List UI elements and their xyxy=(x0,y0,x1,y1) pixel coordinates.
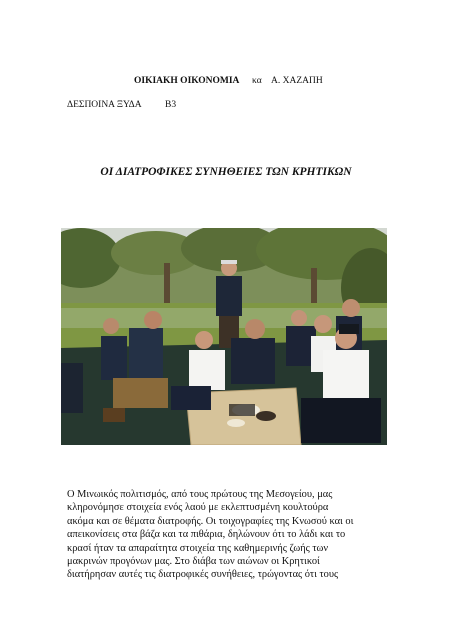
header-conjunction: κα xyxy=(252,76,262,86)
body-line: κληρονόμησε στοιχεία ενός λαού με εκλεπτυσμένη κουλτούρα xyxy=(67,502,329,514)
body-line: ακόμα και σε θέματα διατροφής. Οι τοιχογραφίες της Κνωσού και οι xyxy=(67,515,354,527)
body-text xyxy=(67,488,397,582)
photo-illustration xyxy=(61,228,387,445)
body-line: μακρινών προγόνων μας. Στο διάβα των αιώνων οι Κρητικοί xyxy=(67,556,320,568)
header-teacher: Α. ΧΑΖΑΠΗ xyxy=(271,76,323,86)
body-line: Ο Μινωικός πολιτισμός, από τους πρώτους της Μεσογείου, μας xyxy=(67,489,333,500)
header-subject: ΟΙΚΙΑΚΗ ΟΙΚΟΝΟΜΙΑ xyxy=(134,76,240,86)
body-line: κρασί ήταν τα απαραίτητα στοιχεία της καθημερινής ζωής των xyxy=(67,542,329,554)
document-title: ΟΙ ΔΙΑΤΡΟΦΙΚΕΣ ΣΥΝΗΘΕΙΕΣ ΤΩΝ ΚΡΗΤΙΚΩΝ xyxy=(100,166,352,178)
header-student: ΔΕΣΠΟΙΝΑ ΞΥΔΑ xyxy=(67,100,142,110)
body-line: απεικονίσεις στα βάζα και τα πιθάρια, δηλώνουν ότι το λάδι και το xyxy=(67,529,346,541)
photo-cretan-picnic xyxy=(61,228,387,445)
header-class: Β3 xyxy=(165,100,177,110)
body-line: διατήρησαν αυτές τις διατροφικές συνήθειες, τρώγοντας ότι τους xyxy=(67,569,339,581)
